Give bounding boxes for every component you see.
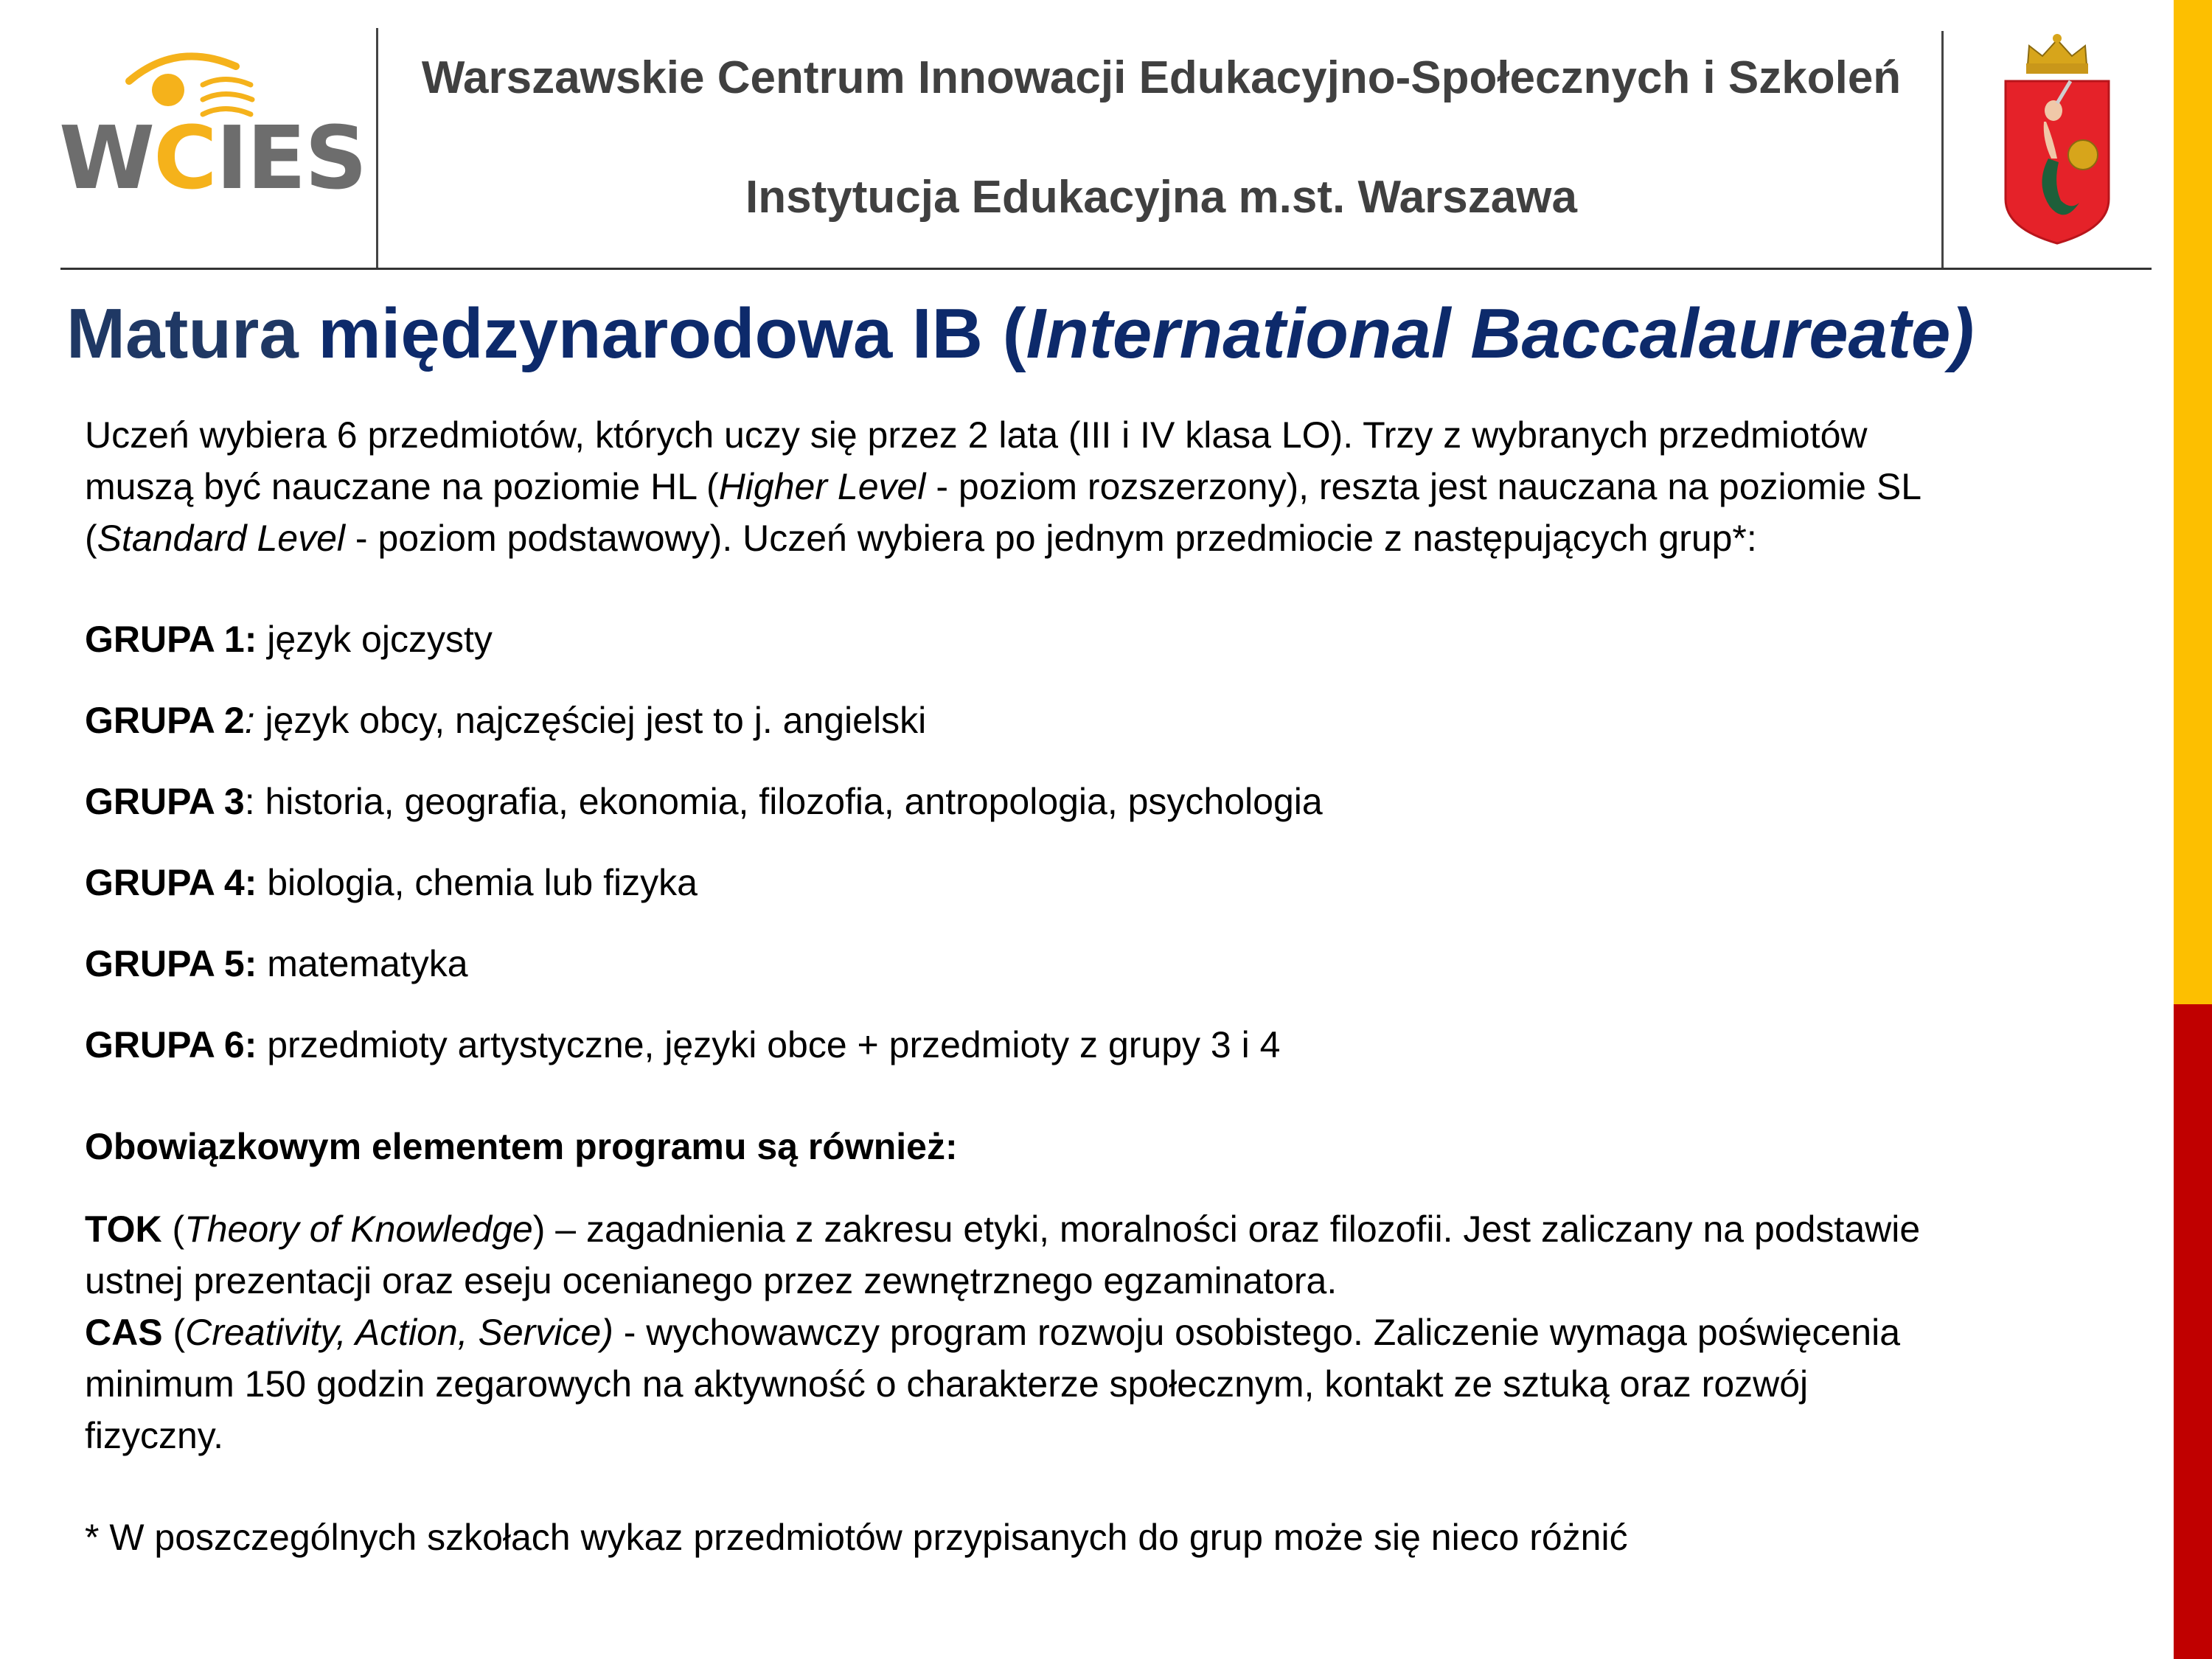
intro-paragraph: Uczeń wybiera 6 przedmiotów, których uczy się przez 2 lata (III i IV klasa LO). Trzy z wybranych przedmiotów muszą być nauczane na poziomie HL (Higher Level - poziom rozszerzony), reszta jest nauczana na poziomie SL (Standard Level - poziom podstawowy). Uczeń wybiera po jednym przedmiocie z następujących grup*: bbox=[85, 414, 1922, 559]
logo-wordmark: WCIES bbox=[59, 107, 366, 209]
group-4: GRUPA 4: biologia, chemia lub fizyka bbox=[85, 862, 698, 903]
mandatory-heading: Obowiązkowym elementem programu są również: bbox=[85, 1126, 958, 1167]
stripe-red bbox=[2174, 1004, 2212, 1659]
tok-paragraph: TOK (Theory of Knowledge) – zagadnienia z zakresu etyki, moralności oraz filozofii. Jest zaliczany na podstawie ustnej prezentacji oraz eseju ocenianego przez zewnętrznego egzaminatora. bbox=[85, 1208, 1921, 1301]
organization-name: Warszawskie Centrum Innowacji Edukacyjno-Społecznych i Szkoleń bbox=[421, 52, 1902, 103]
group-2: GRUPA 2: język obcy, najczęściej jest to j. angielski bbox=[85, 700, 927, 741]
group-1: GRUPA 1: język ojczysty bbox=[85, 619, 493, 660]
cas-paragraph: CAS (Creativity, Action, Service) - wychowawczy program rozwoju osobistego. Zaliczenie wymaga poświęcenia minimum 150 godzin zegarowych na aktywność o charakterze społecznym, kontakt ze sztuką oraz rozwój fizyczny. bbox=[85, 1312, 1901, 1456]
footnote: * W poszczególnych szkołach wykaz przedmiotów przypisanych do grup może się nieco różnić bbox=[85, 1517, 1628, 1558]
group-5: GRUPA 5: matematyka bbox=[85, 943, 468, 984]
organization-subtitle: Instytucja Edukacyjna m.st. Warszawa bbox=[745, 172, 1577, 223]
warsaw-coat-of-arms-icon bbox=[1983, 29, 2131, 251]
stripe-yellow bbox=[2174, 0, 2212, 1004]
header bbox=[0, 0, 2174, 273]
side-color-stripe bbox=[2174, 0, 2212, 1659]
page-title: Matura międzynarodowa IB (International Baccalaureate) bbox=[66, 294, 1975, 373]
wcies-logo bbox=[59, 44, 366, 221]
group-6: GRUPA 6: przedmioty artystyczne, języki obce + przedmioty z grupy 3 i 4 bbox=[85, 1024, 1281, 1065]
header-divider-left bbox=[376, 28, 378, 268]
header-divider-right bbox=[1941, 31, 1944, 270]
group-3: GRUPA 3: historia, geografia, ekonomia, filozofia, antropologia, psychologia bbox=[85, 781, 1323, 822]
header-separator bbox=[60, 268, 2152, 270]
